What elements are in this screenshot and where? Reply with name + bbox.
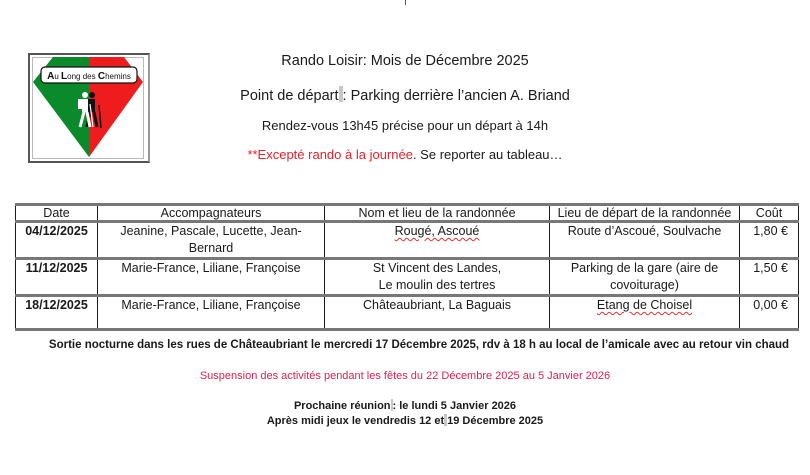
table-row bbox=[16, 222, 799, 259]
hike-schedule-table bbox=[15, 203, 799, 331]
meeting-time: Rendez-vous 13h45 précise pour un départ à 14h bbox=[261, 118, 549, 133]
cell-guides: Marie-France, Liliane, Françoise bbox=[98, 259, 325, 296]
night-outing-note: Sortie nocturne dans les rues de Châteaubriant le mercredi 17 Décembre 2025, rdv à 18 h au local de l’amicale avec au retour vin chaud bbox=[48, 339, 790, 351]
cell-date: 18/12/2025 bbox=[16, 296, 98, 330]
cell-cost: 0,00 € bbox=[740, 296, 799, 330]
diamond-hiker-logo-icon bbox=[30, 55, 148, 161]
hike-name-line-1: St Vincent des Landes, bbox=[372, 261, 502, 275]
next-meeting-note bbox=[0, 399, 810, 412]
exception-note bbox=[150, 147, 660, 162]
departure-value: : Parking derrière l’ancien A. Briand bbox=[342, 87, 570, 104]
games-note-part-2: 19 Décembre 2025 bbox=[447, 415, 544, 428]
departure-label: Point de départ bbox=[240, 87, 339, 104]
club-logo bbox=[28, 53, 150, 163]
exception-note-rest: . Se reporter au tableau… bbox=[412, 147, 563, 162]
exception-note-red: **Excepté rando à la journée bbox=[247, 147, 413, 162]
cell-start-location: Parking de la gare (aire de covoiturage) bbox=[550, 259, 740, 296]
start-location-text: Route d’Ascoué, Soulvache bbox=[567, 224, 722, 238]
text-cursor-mark bbox=[405, 0, 406, 5]
cell-hike-name bbox=[325, 222, 550, 259]
hike-name-text: Rougé, Ascoué bbox=[394, 224, 480, 238]
cell-start-location bbox=[550, 296, 740, 330]
cell-hike-name: Châteaubriant, La Baguais bbox=[325, 296, 550, 330]
col-header-cost: Coût bbox=[740, 205, 799, 222]
hike-name-line-2: Le moulin des tertres bbox=[378, 278, 496, 292]
cell-guides: Marie-France, Liliane, Françoise bbox=[98, 296, 325, 330]
table-row bbox=[16, 259, 799, 296]
col-header-start-location: Lieu de départ de la randonnée bbox=[550, 205, 740, 222]
table-row bbox=[16, 296, 799, 330]
cell-cost: 1,80 € bbox=[740, 222, 799, 259]
suspension-note: Suspension des activités pendant les fêtes du 22 Décembre 2025 au 5 Janvier 2026 bbox=[199, 370, 611, 382]
page-title: Rando Loisir: Mois de Décembre 2025 bbox=[281, 53, 529, 69]
cell-guides: Jeanine, Pascale, Lucette, Jean-Bernard bbox=[98, 222, 325, 259]
departure-point bbox=[150, 86, 660, 104]
cell-cost: 1,50 € bbox=[740, 259, 799, 296]
col-header-hike-name: Nom et lieu de la randonnée bbox=[325, 205, 550, 222]
start-location-text: Etang de Choisel bbox=[596, 298, 693, 312]
col-header-guides: Accompagnateurs bbox=[98, 205, 325, 222]
next-meeting-label: Prochaine réunion bbox=[293, 400, 391, 413]
next-meeting-value: : le lundi 5 Janvier 2026 bbox=[392, 400, 517, 413]
cell-date: 11/12/2025 bbox=[16, 259, 98, 296]
games-afternoon-note bbox=[0, 414, 810, 427]
table-header-row bbox=[16, 205, 799, 222]
games-note-part-1: Après midi jeux le vendredis 12 et bbox=[266, 415, 445, 428]
cell-date: 04/12/2025 bbox=[16, 222, 98, 259]
col-header-date: Date bbox=[16, 205, 98, 222]
svg-text:Au Long des Chemins: Au Long des Chemins bbox=[47, 71, 131, 82]
cell-start-location bbox=[550, 222, 740, 259]
cell-hike-name bbox=[325, 259, 550, 296]
